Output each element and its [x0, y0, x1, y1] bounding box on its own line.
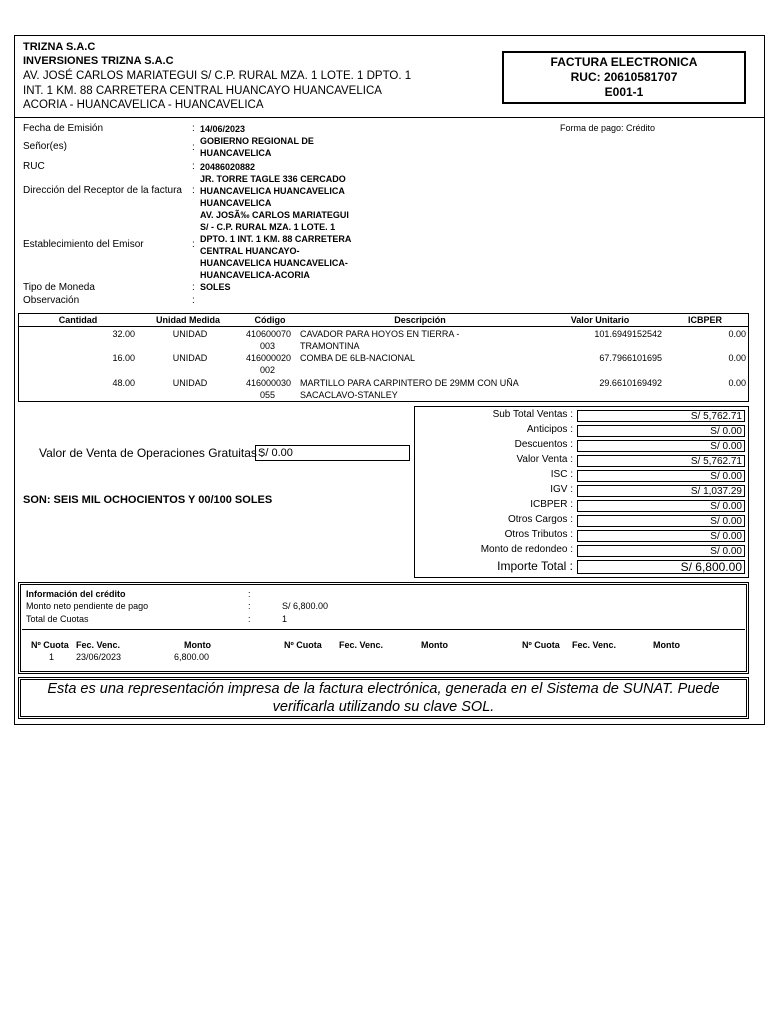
total-label: Importe Total :: [497, 559, 573, 573]
credit-monto-sep: :: [248, 601, 251, 611]
total-label: ICBPER :: [530, 499, 573, 510]
issuer-legal-name: INVERSIONES TRIZNA S.A.C: [23, 55, 174, 67]
issuer-address-2: INT. 1 KM. 88 CARRETERA CENTRAL HUANCAYO HUANCAVELICA: [23, 85, 382, 97]
cantidad-cell: 32.00: [112, 329, 135, 339]
descripcion-cell-2: SACACLAVO-STANLEY: [300, 390, 398, 400]
credit-cuotas-sep: :: [248, 614, 251, 624]
col-valor-unitario: Valor Unitario: [570, 315, 630, 325]
total-value: S/ 0.00: [577, 425, 745, 437]
valor-unitario-cell: 101.6949152542: [594, 329, 662, 339]
total-label: Monto de redondeo :: [480, 544, 573, 555]
credit-title-sep: :: [248, 589, 251, 599]
credit-divider: [22, 629, 745, 630]
cuota-row-monto: 6,800.00: [174, 652, 210, 662]
fecha-label: Fecha de Emisión: [23, 123, 104, 134]
document-number: E001-1: [604, 85, 644, 99]
cuota-col-1: Nº Cuota: [31, 640, 69, 650]
codigo-cell-2: 002: [260, 365, 276, 375]
total-value: S/ 0.00: [577, 500, 745, 512]
direccion-value-3: HUANCAVELICA: [200, 198, 272, 208]
senor-sep: :: [192, 142, 195, 153]
cantidad-cell: 48.00: [112, 378, 135, 388]
valor-unitario-cell: 29.6610169492: [599, 378, 662, 388]
document-type: FACTURA ELECTRONICA: [550, 55, 698, 69]
gratuitas-label: Valor de Venta de Operaciones Gratuitas :: [39, 446, 264, 460]
observacion-label: Observación: [23, 295, 80, 306]
senor-value-1: GOBIERNO REGIONAL DE: [200, 136, 314, 146]
son-amount-words: SON: SEIS MIL OCHOCIENTOS Y 00/100 SOLES: [23, 494, 273, 506]
establecimiento-value-3: DPTO. 1 INT. 1 KM. 88 CARRETERA: [200, 234, 352, 244]
issuer-address-1: AV. JOSÉ CARLOS MARIATEGUI S/ C.P. RURAL MZA. 1 LOTE. 1 DPTO. 1: [23, 70, 412, 82]
total-value: S/ 1,037.29: [577, 485, 745, 497]
descripcion-cell-1: CAVADOR PARA HOYOS EN TIERRA -: [300, 329, 460, 339]
moneda-sep: :: [192, 282, 195, 293]
descripcion-cell-1: COMBA DE 6LB-NACIONAL: [300, 353, 416, 363]
direccion-sep: :: [192, 185, 195, 196]
monto-col-1: Monto: [184, 640, 211, 650]
codigo-cell-1: 416000020: [246, 353, 292, 363]
unidad-cell: UNIDAD: [172, 353, 208, 363]
total-value: S/ 0.00: [577, 545, 745, 557]
establecimiento-value-5: HUANCAVELICA HUANCAVELICA-: [200, 258, 348, 268]
footer-line-2: verificarla utilizando su clave SOL.: [272, 699, 495, 715]
total-value: S/ 6,800.00: [577, 560, 745, 574]
fecha-sep: :: [192, 123, 195, 134]
descripcion-cell-1: MARTILLO PARA CARPINTERO DE 29MM CON UÑA: [300, 378, 519, 388]
senor-label: Señor(es): [23, 141, 67, 152]
credit-box: [18, 582, 749, 674]
document-id-box: [502, 51, 746, 104]
direccion-value-2: HUANCAVELICA HUANCAVELICA: [200, 186, 345, 196]
footer-box: [18, 677, 749, 719]
codigo-cell-2: 003: [260, 341, 276, 351]
col-cantidad: Cantidad: [58, 315, 98, 325]
cuota-col-3: Nº Cuota: [522, 640, 560, 650]
establecimiento-value-1: AV. JOSÃ‰ CARLOS MARIATEGUI: [200, 210, 349, 220]
unidad-cell: UNIDAD: [172, 329, 208, 339]
monto-col-3: Monto: [653, 640, 680, 650]
ruc-value: 20486020882: [200, 162, 256, 172]
establecimiento-sep: :: [192, 239, 195, 250]
total-value: S/ 5,762.71: [577, 455, 745, 467]
col-icbper: ICBPER: [687, 315, 722, 325]
cuota-col-2: Nº Cuota: [284, 640, 322, 650]
total-label: Otros Tributos :: [504, 529, 573, 540]
icbper-cell: 0.00: [728, 378, 746, 388]
codigo-cell-2: 055: [260, 390, 276, 400]
codigo-cell-1: 410600070: [246, 329, 292, 339]
col-codigo: Código: [254, 315, 286, 325]
issuer-address-3: ACORIA - HUANCAVELICA - HUANCAVELICA: [23, 99, 264, 111]
total-value: S/ 0.00: [577, 440, 745, 452]
total-label: Valor Venta :: [516, 454, 573, 465]
ruc-sep: :: [192, 161, 195, 172]
direccion-value-1: JR. TORRE TAGLE 336 CERCADO: [200, 174, 346, 184]
fecha-value: 14/06/2023: [200, 124, 246, 134]
total-value: S/ 0.00: [577, 515, 745, 527]
document-ruc: RUC: 20610581707: [570, 70, 678, 84]
unidad-cell: UNIDAD: [172, 378, 208, 388]
header-divider: [15, 117, 764, 118]
total-label: IGV :: [550, 484, 573, 495]
fec-col-3: Fec. Venc.: [572, 640, 617, 650]
direccion-label: Dirección del Receptor de la factura: [23, 185, 182, 196]
forma-pago: Forma de pago: Crédito: [560, 123, 656, 133]
cuota-row-number: 1: [49, 652, 55, 662]
total-label: Otros Cargos :: [507, 514, 573, 525]
total-value: S/ 5,762.71: [577, 410, 745, 422]
moneda-value: SOLES: [200, 282, 231, 292]
ruc-label: RUC: [23, 161, 45, 172]
col-descripcion: Descripción: [394, 315, 446, 325]
credit-monto-label: Monto neto pendiente de pago: [26, 601, 149, 611]
monto-col-2: Monto: [421, 640, 448, 650]
establecimiento-value-6: HUANCAVELICA-ACORIA: [200, 270, 310, 280]
establecimiento-value-4: CENTRAL HUANCAYO-: [200, 246, 300, 256]
icbper-cell: 0.00: [728, 353, 746, 363]
codigo-cell-1: 416000030: [246, 378, 292, 388]
descripcion-cell-2: TRAMONTINA: [300, 341, 360, 351]
col-unidad: Unidad Medida: [155, 315, 220, 325]
items-header-divider: [18, 326, 749, 327]
issuer-name: TRIZNA S.A.C: [23, 41, 96, 53]
total-label: Anticipos :: [526, 424, 573, 435]
establecimiento-label: Establecimiento del Emisor: [23, 239, 144, 250]
footer-line-1: Esta es una representación impresa de la factura electrónica, generada en el Sistema de SUNAT. Puede: [47, 681, 720, 697]
credit-cuotas-value: 1: [282, 614, 288, 624]
credit-title: Información del crédito: [26, 589, 126, 599]
establecimiento-value-2: S/ - C.P. RURAL MZA. 1 LOTE. 1: [200, 222, 336, 232]
senor-value-2: HUANCAVELICA: [200, 148, 272, 158]
observacion-sep: :: [192, 295, 195, 306]
total-value: S/ 0.00: [577, 470, 745, 482]
gratuitas-value: S/ 0.00: [255, 445, 410, 461]
credit-monto-value: S/ 6,800.00: [282, 601, 329, 611]
total-value: S/ 0.00: [577, 530, 745, 542]
cuota-row-fecha: 23/06/2023: [76, 652, 122, 662]
moneda-label: Tipo de Moneda: [23, 282, 95, 293]
total-label: ISC :: [550, 469, 573, 480]
total-label: Descuentos :: [514, 439, 573, 450]
fec-col-1: Fec. Venc.: [76, 640, 121, 650]
valor-unitario-cell: 67.7966101695: [599, 353, 662, 363]
total-label: Sub Total Ventas :: [492, 409, 573, 420]
icbper-cell: 0.00: [728, 329, 746, 339]
cantidad-cell: 16.00: [112, 353, 135, 363]
fec-col-2: Fec. Venc.: [339, 640, 384, 650]
credit-cuotas-label: Total de Cuotas: [26, 614, 89, 624]
